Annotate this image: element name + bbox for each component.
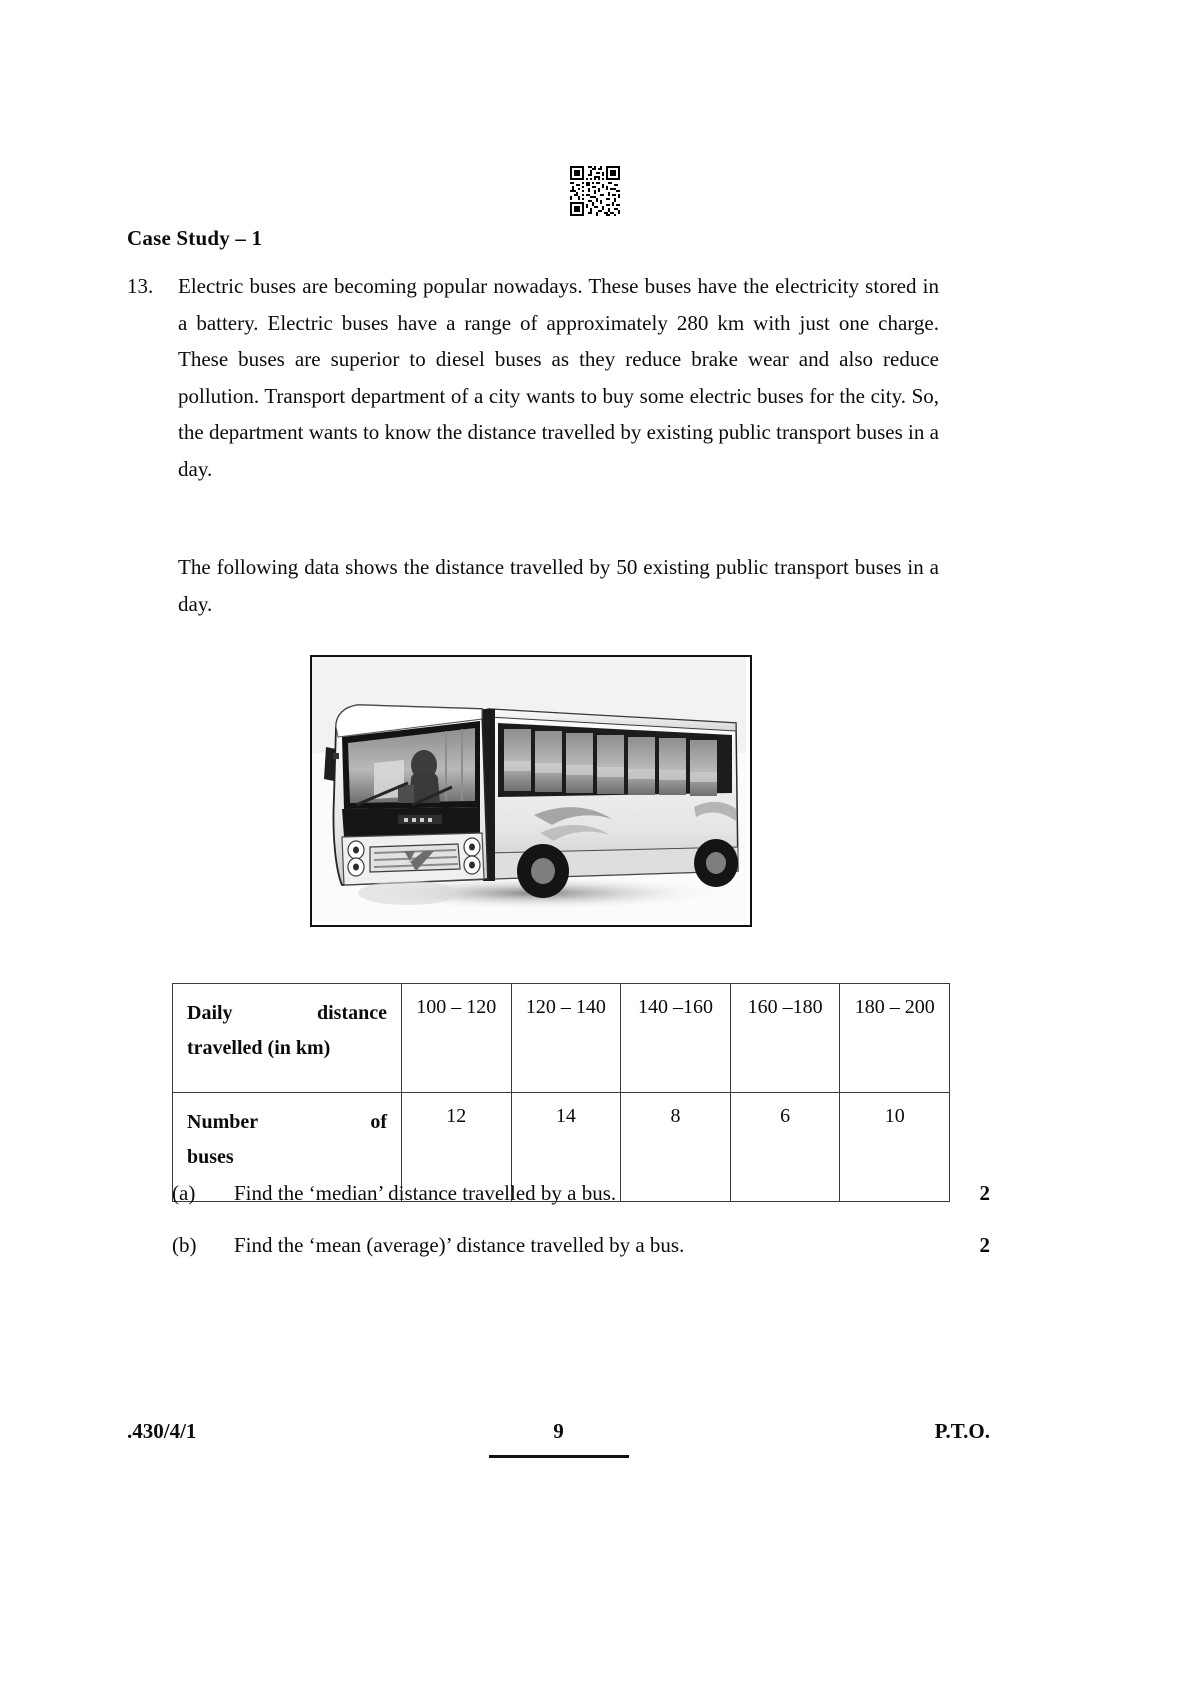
case-study-heading: Case Study – 1 — [127, 226, 263, 250]
subquestion-b-tag: (b) — [172, 1233, 197, 1257]
page-footer — [127, 1419, 990, 1459]
row-header-buses-line1: Number of — [187, 1111, 387, 1133]
subquestion-b-marks: 2 — [979, 1233, 990, 1257]
subquestion-b-text: Find the ‘mean (average)’ distance travelled by a bus. — [234, 1233, 685, 1257]
question-block — [127, 268, 939, 622]
subquestion-a — [172, 1176, 990, 1210]
interval-cell-4: 160 –180 — [730, 984, 840, 1093]
frequency-cell-4: 6 — [730, 1093, 840, 1202]
paper-code: .430/4/1 — [127, 1419, 197, 1443]
subquestion-list — [172, 1176, 990, 1280]
frequency-cell-3: 8 — [621, 1093, 731, 1202]
pto-label: P.T.O. — [934, 1419, 990, 1443]
page-number: 9 — [553, 1419, 564, 1443]
table-row-intervals — [173, 984, 950, 1093]
subquestion-b — [172, 1228, 990, 1262]
question-number: 13. — [127, 274, 154, 298]
interval-cell-5: 180 – 200 — [840, 984, 950, 1093]
qr-code — [570, 166, 620, 216]
row-header-distance — [173, 984, 402, 1093]
frequency-distribution-table — [172, 983, 950, 1202]
interval-cell-2: 120 – 140 — [511, 984, 621, 1093]
interval-cell-3: 140 –160 — [621, 984, 731, 1093]
frequency-cell-5: 10 — [840, 1093, 950, 1202]
row-header-distance-line2: travelled (in km) — [187, 1037, 331, 1059]
question-paragraph-1: Electric buses are becoming popular nowadays. These buses have the electricity stored in a battery. Electric buses have a range of approximately 280 km with just one charge. These buses are superior to diesel buses as they reduce brake wear and also reduce pollution. Transport department of a city wants to buy some electric buses for the city. So, the department wants to know the distance travelled by existing public transport buses in a day. — [178, 274, 939, 481]
interval-cell-1: 100 – 120 — [402, 984, 512, 1093]
frequency-cell-1: 12 — [402, 1093, 512, 1202]
frequency-cell-2: 14 — [511, 1093, 621, 1202]
subquestion-a-marks: 2 — [979, 1181, 990, 1205]
page-number-rule — [489, 1455, 629, 1458]
question-body — [178, 268, 939, 622]
subquestion-a-tag: (a) — [172, 1181, 196, 1205]
subquestion-a-text: Find the ‘median’ distance travelled by a bus. — [234, 1181, 617, 1205]
row-header-distance-line1: Daily distance — [187, 1002, 387, 1024]
row-header-buses-line2: buses — [187, 1146, 234, 1168]
question-paragraph-2: The following data shows the distance travelled by 50 existing public transport buses in a day. — [178, 555, 939, 616]
bus-photo — [310, 655, 752, 927]
